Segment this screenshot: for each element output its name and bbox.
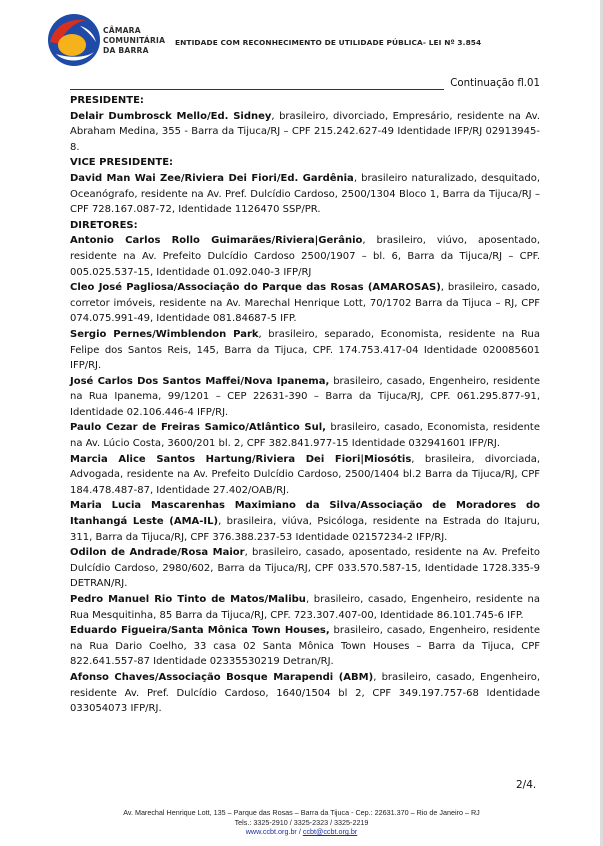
footer-phones: Tels.: 3325-2910 / 3325-2323 / 3325-2219	[234, 817, 369, 827]
member-details: , brasileiro naturalizado, desquitado, Oceanógrafo, residente na Av. Pref. Dulcídio Cardoso, 2500/1304 Bloco 1, Barra da Tijuca/RJ – CPF 728.167.087-72, Identidade 1126470 SSP/PR.	[70, 172, 540, 216]
email-link[interactable]: ccbt@ccbt.org.br	[302, 827, 358, 837]
member-details: , brasileiro, casado, Engenheiro, residente Av. Pref. Dulcídio Cardoso, 1640/1504 bl 2, CPF 349.197.757-68 Identidade 033054073 IFP/RJ.	[70, 671, 541, 715]
camara-logo-icon	[46, 12, 102, 68]
member-details: , brasileira, divorciada, Advogada, residente na Av. Prefeito Dulcídio Cardoso, 2500/1404 bl.2 Barra da Tijuca/RJ, CPF 184.478.487-87, Identidade 27.402/OAB/RJ.	[70, 453, 540, 496]
member-details: , brasileiro, casado, Engenheiro, residente na Rua Mesquitinha, 85 Barra da Tijuca/RJ, CPF. 723.307.407-00, Identidade 86.101.745-6 IFP.	[70, 594, 541, 621]
member-name: Cleo José Pagliosa/Associação do Parque das Rosas (AMAROSAS)	[70, 282, 441, 294]
member-details: , brasileira, viúva, Psicóloga, residente na Estrada do Itajuru, 311, Barra da Tijuca/RJ, CPF 376.388.237-53 Identidade 02157234-2 IFP/RJ.	[70, 516, 540, 543]
continuation-rule	[70, 89, 444, 90]
member-entry	[70, 498, 540, 545]
member-entry	[70, 592, 540, 623]
section-vice-presidente: VICE PRESIDENTE:	[70, 157, 174, 169]
member-details: brasileiro, casado, Engenheiro, residente na Rua Dario Coelho, 33 casa 02 Santa Mônica Town Houses – Barra da Tijuca, CPF 822.641.557-87 Identidade 02335530219 Detran/RJ.	[70, 625, 540, 668]
member-name: Odilon de Andrade/Rosa Maior	[70, 547, 245, 559]
member-details: , brasileiro, casado, corretor imóveis, residente na Av. Marechal Henrique Lott, 70/1702 Barra da Tijuca – RJ, CPF 074.075.991-49, Identidade 081.84687-5 IFP.	[70, 282, 540, 325]
member-entry	[70, 670, 540, 717]
footer-contacts	[0, 827, 603, 837]
member-entry	[70, 327, 540, 374]
section-presidente: PRESIDENTE:	[70, 95, 144, 106]
org-name-line2: COMUNITÁRIA	[103, 36, 166, 45]
member-name: Delair Dumbrosck Mello/Ed. Sidney	[70, 110, 272, 122]
entity-recognition: ENTIDADE COM RECONHECIMENTO DE UTILIDADE PÚBLICA- LEI Nº 3.854	[175, 38, 482, 47]
member-details: , brasileiro, casado, aposentado, residente na Av. Prefeito Dulcídio Cardoso, 2980/602, Barra da Tijuca/RJ, CPF 033.570.587-15, Identidade 1728.335-9 DETRAN/RJ.	[70, 547, 540, 590]
member-name: Eduardo Figueira/Santa Mônica Town Houses,	[70, 625, 330, 637]
member-entry	[70, 171, 540, 218]
org-name-line1: CÂMARA	[103, 26, 141, 35]
footer-address: Av. Marechal Henrique Lott, 135 – Parque das Rosas – Barra da Tijuca - Cep.: 22631.370 – Rio de Janeiro – RJ	[123, 808, 480, 817]
member-name: Marcia Alice Santos Hartung/Riviera Dei Fiori|Miosótis	[70, 453, 412, 465]
continuation-line	[70, 79, 540, 91]
member-details: , brasileiro, separado, Economista, residente na Rua Felipe dos Santos Reis, 145, Barra da Tijuca, CPF. 174.753.417-04 Identidade 020085601 IFP/RJ.	[70, 328, 540, 372]
member-entry	[70, 233, 540, 280]
member-entry	[70, 623, 540, 670]
member-details: brasileiro, casado, Engenheiro, residente na Rua Ipanema, 99/1201 – CEP 22631-390 – Barra da Tijuca/RJ, CPF. 061.295.877-91, Identidade 02.106.446-4 IFP/RJ.	[70, 375, 540, 418]
member-entry	[70, 109, 540, 156]
member-name: Pedro Manuel Rio Tinto de Matos/Malibu	[70, 594, 306, 605]
member-name: José Carlos Dos Santos Maffei/Nova Ipanema,	[70, 375, 330, 387]
member-name: Afonso Chaves/Associação Bosque Marapendi (ABM)	[70, 671, 374, 683]
footer-separator: /	[296, 827, 303, 837]
member-entry	[70, 374, 540, 421]
member-name: Paulo Cezar de Freiras Samico/Atlântico Sul,	[70, 422, 326, 434]
member-details: , brasileiro, divorciado, Empresário, residente na Av. Abraham Medina, 355 - Barra da Tijuca/RJ – CPF 215.242.627-49 Identidade IFP/RJ 02913945-8.	[70, 110, 540, 153]
member-entry	[70, 452, 540, 499]
page-number: 2/4.	[516, 779, 537, 791]
member-name: Maria Lucia Mascarenhas Maximiano da Silva/Associação de Moradores do Itanhangá Leste (AMA-IL)	[70, 500, 540, 528]
member-name: Sergio Pernes/Wimblendon Park	[70, 328, 259, 340]
member-entry	[70, 545, 540, 592]
org-name	[103, 26, 165, 56]
member-name: David Man Wai Zee/Riviera Dei Fiori/Ed. Gardênia	[70, 172, 354, 184]
org-name-line3: DA BARRA	[103, 46, 149, 55]
continuation-label: Continuação fl.01	[450, 78, 540, 89]
member-entry	[70, 420, 540, 451]
member-name: Antonio Carlos Rollo Guimarães/Riviera|Gerânio	[70, 235, 363, 247]
member-entry	[70, 280, 540, 327]
member-details: brasileiro, casado, Economista, residente na Av. Lúcio Costa, 3600/201 bl. 2, CPF 382.841.977-15 Identidade 032941601 IFP/RJ.	[70, 422, 541, 450]
footer	[0, 808, 603, 837]
member-details: , brasileiro, viúvo, aposentado, residente na Av. Prefeito Dulcídio Cardoso 2500/1907 – bl. 6, Barra da Tijuca/RJ – CPF. 005.025.537-15, Identidade 01.092.040-3 IFP/RJ	[70, 235, 540, 278]
document-body	[70, 93, 540, 717]
section-diretores: DIRETORES:	[70, 219, 138, 231]
website-link[interactable]: www.ccbt.org.br	[245, 827, 297, 837]
